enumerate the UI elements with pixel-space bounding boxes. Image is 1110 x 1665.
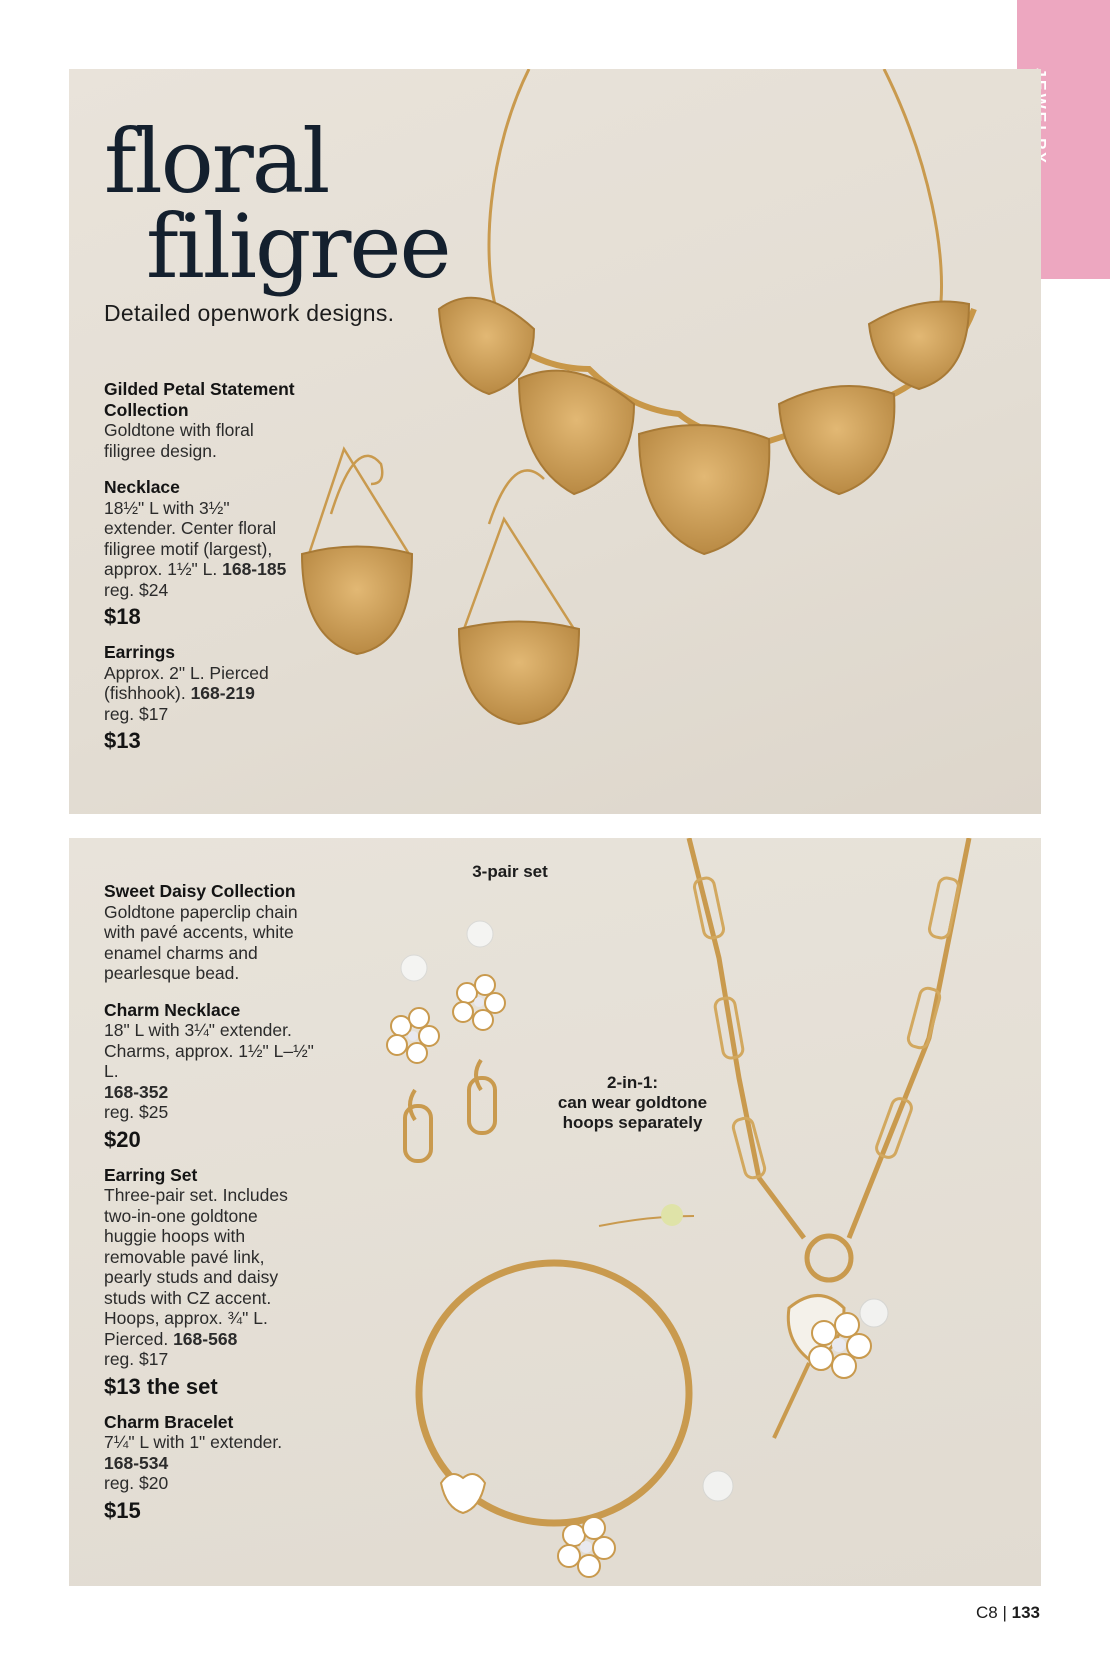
regular-price: reg. $20: [104, 1473, 169, 1493]
sale-price: $20: [104, 1126, 141, 1152]
sale-price: $13: [104, 728, 141, 753]
product-name: Charm Bracelet: [104, 1411, 234, 1432]
item-number: 168-185: [222, 559, 287, 579]
regular-price: reg. $24: [104, 579, 169, 600]
sale-price: $18: [104, 604, 141, 629]
product-name: Charm Necklace: [104, 999, 241, 1020]
sale-price: $13 the set: [104, 1373, 218, 1399]
collection-desc: Goldtone with floral filigree design.: [104, 420, 254, 461]
item-number: 168-352: [104, 1081, 169, 1102]
collection-name: Sweet Daisy Collection: [104, 881, 296, 901]
section-code: C8: [976, 1603, 998, 1622]
product-desc: 18½" L with 3½" extender. Center floral filigree motif (largest), approx. 1½" L. 168-185: [104, 497, 287, 579]
product-name: Earrings: [104, 642, 175, 662]
gilded-copy: [104, 379, 304, 756]
regular-price: reg. $17: [104, 703, 169, 724]
page-footer: [976, 1603, 1040, 1623]
product-desc: Approx. 2" L. Pierced (fishhook). 168-219: [104, 662, 269, 703]
regular-price: reg. $17: [104, 1349, 169, 1369]
product-desc: 7¼" L with 1" extender.: [104, 1432, 283, 1452]
feature-title-line1: floral: [104, 110, 329, 213]
collection-name: Gilded Petal Statement Collection: [104, 379, 295, 420]
daisy-copy: [104, 881, 314, 1526]
callout-2-in-1: 2-in-1: can wear goldtone hoops separately: [557, 1073, 708, 1132]
feature-title-line2: filigree: [146, 195, 450, 298]
product-name: Necklace: [104, 477, 180, 497]
product-desc: 18" L with 3¼" extender. Charms, approx. 1½" L–½" L.: [104, 1020, 314, 1081]
collection-desc: Goldtone paperclip chain with pavé accents, white enamel charms and pearlesque bead.: [104, 901, 298, 983]
callout-3-pair-set: 3-pair set: [472, 862, 548, 881]
item-number: 168-568: [173, 1328, 238, 1349]
sale-price: $15: [104, 1497, 141, 1523]
product-desc: Three-pair set. Includes two-in-one goldtone huggie hoops with removable pavé link, pearly studs and daisy studs with CZ accent. Hoops, approx. ¾" L. Pierced. 168-568: [104, 1185, 288, 1349]
item-number: 168-534: [104, 1452, 169, 1473]
page-number: 133: [1011, 1603, 1040, 1622]
feature-subtitle: Detailed openwork designs.: [104, 300, 395, 326]
item-number: 168-219: [190, 683, 255, 703]
footer-separator: |: [1002, 1603, 1007, 1622]
regular-price: reg. $25: [104, 1102, 169, 1122]
product-name: Earring Set: [104, 1164, 198, 1185]
